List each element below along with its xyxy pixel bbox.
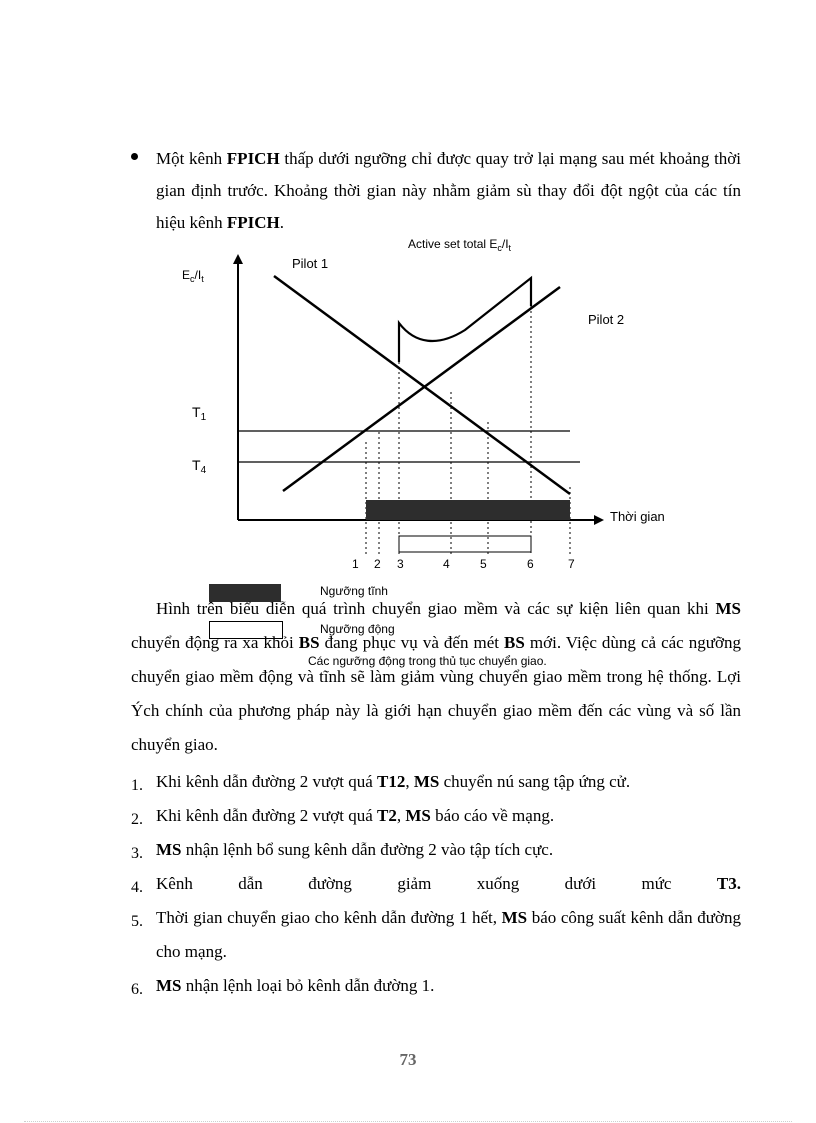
pilot1-line <box>274 276 570 494</box>
text-run: nhận lệnh loại bỏ kênh dẫn đường 1. <box>181 976 435 995</box>
text-run: đang phục vụ và đến mét <box>319 633 505 652</box>
page-bottom-border <box>24 1121 792 1122</box>
event-tick: 4 <box>443 557 450 571</box>
list-item <box>131 799 741 833</box>
y-axis-arrow <box>233 254 243 264</box>
text-run: chuyển nú sang tập ứng cử. <box>439 772 631 791</box>
text-run: Thời gian chuyển giao cho kênh dẫn đường 1 hết, <box>156 908 502 927</box>
bullet-dot <box>131 153 138 160</box>
text-run: Khi kênh dẫn đường 2 vượt quá <box>156 772 378 791</box>
t1-label: $T_1$ <box>192 404 207 423</box>
list-item <box>131 901 741 969</box>
text-run: báo cáo về mạng. <box>430 806 555 825</box>
pilot2-label: Pilot 2 <box>588 312 625 327</box>
text-run: báo công suất kênh dẫn đường cho mạng. <box>156 908 741 961</box>
text-run: xuống <box>476 874 520 893</box>
y-axis-label: $E_c/I_t$ <box>182 268 204 284</box>
text-run: Kênh <box>156 874 193 893</box>
text-run: . <box>279 213 284 232</box>
text-run: giảm <box>397 874 432 893</box>
text-run: mới. Việc dùng cả các ngưỡng chuyển giao mềm động và tĩnh sẽ làm giảm vùng chuyển giao mềm trong hệ thống. Lợi Ých chính của phương pháp này là giới hạn chuyển giao mềm đến các vùng và số lần chuyển giao. <box>131 633 741 754</box>
legend-dynamic-label: Ngưỡng động <box>320 622 395 636</box>
legend-static-label: Ngưỡng tĩnh <box>320 584 388 598</box>
text-run: mức <box>641 874 672 893</box>
figure-caption: Các ngưỡng động trong thủ tục chuyển giao. <box>308 654 547 668</box>
list-number: 4. <box>131 879 143 896</box>
dynamic-threshold-bracket <box>399 536 531 552</box>
bold-term: FPICH <box>226 149 280 168</box>
bold-term: BS <box>504 633 525 652</box>
text-run: chuyển động ra xa khỏi <box>131 633 299 652</box>
event-tick: 6 <box>527 557 534 571</box>
text-run: dẫn <box>238 874 263 893</box>
event-tick-labels <box>352 557 575 571</box>
event-tick: 3 <box>397 557 404 571</box>
x-axis-label: Thời gian <box>610 509 665 524</box>
active-set-curve <box>399 278 531 362</box>
static-threshold-bar <box>366 500 570 520</box>
list-item <box>131 833 741 867</box>
text-run: Khi kênh dẫn đường 2 vượt quá <box>156 806 378 825</box>
bold-term: MS <box>715 599 741 618</box>
bold-term: BS <box>298 633 320 652</box>
bold-term: T12 <box>377 772 406 791</box>
x-axis-arrow <box>594 515 604 525</box>
list-item <box>131 867 741 901</box>
pilot1-label: Pilot 1 <box>292 256 329 271</box>
text-run: nhận lệnh bổ sung kênh dẫn đường 2 vào tập tích cực. <box>181 840 554 859</box>
list-number: 1. <box>131 777 143 794</box>
bold-term: MS <box>156 976 182 995</box>
t4-label: $T_4$ <box>192 457 207 476</box>
bold-term: T3. <box>716 874 741 893</box>
text-run: , <box>405 772 414 791</box>
event-steps-list <box>131 765 741 1003</box>
bold-term: MS <box>405 806 431 825</box>
bold-term: FPICH <box>226 213 280 232</box>
text-run: thấp dưới ngưỡng chỉ được quay trở lại mạng sau mét khoảng thời gian định trước. Khoảng thời gian này nhằm giảm sù thay đổi đột ngột của các tín hiệu kênh <box>156 149 742 232</box>
bold-term: MS <box>413 772 440 791</box>
bold-term: T2 <box>377 806 397 825</box>
text-run: Hình trên biểu diễn quá trình chuyển giao mềm và các sự kiện liên quan khi <box>156 599 716 618</box>
pilot2-line <box>283 287 560 491</box>
event-tick: 7 <box>568 557 575 571</box>
bullet-paragraph <box>131 143 741 239</box>
active-set-label: Active set total $E_c/I_t$ <box>408 237 512 253</box>
list-item <box>131 969 741 1003</box>
page-number: 73 <box>399 1050 417 1069</box>
list-number: 3. <box>131 845 143 862</box>
list-number: 2. <box>131 811 143 828</box>
bullet-text <box>156 143 741 239</box>
list-number: 5. <box>131 913 143 930</box>
event-tick: 2 <box>374 557 381 571</box>
description-paragraph <box>131 592 741 762</box>
text-run: dưới <box>564 874 597 893</box>
bold-term: MS <box>156 840 182 859</box>
text-run: đường <box>308 874 352 893</box>
list-item <box>131 765 741 799</box>
bold-term: MS <box>501 908 528 927</box>
event-tick: 5 <box>480 557 487 571</box>
text-run: Một kênh <box>156 149 227 168</box>
handoff-threshold-figure <box>170 232 690 582</box>
event-tick: 1 <box>352 557 359 571</box>
list-number: 6. <box>131 981 143 998</box>
text-run: , <box>396 806 406 825</box>
